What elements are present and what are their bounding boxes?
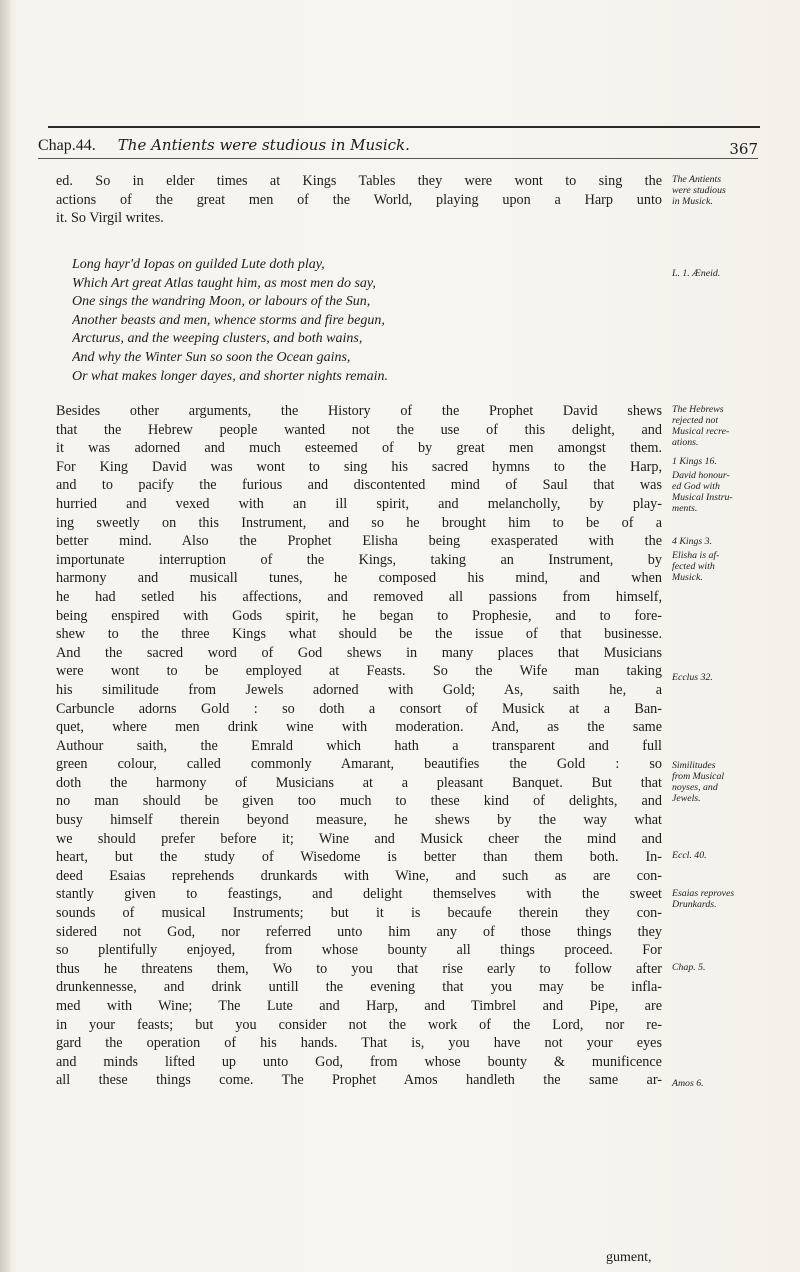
text-line: and to pacify the furious and discontented mind of Saul that was [56, 477, 662, 494]
text-line: importunate interruption of the Kings, taking an Instrument, by [56, 551, 662, 568]
margin-note [672, 174, 768, 207]
text-line: med with Wine; The Lute and Harp, and Timbrel and Pipe, are [56, 998, 662, 1014]
margin-note-line: noyses, and [672, 782, 718, 793]
verse-line: One sings the wandring Moon, or labours of the Sun, [72, 294, 371, 310]
top-rule [48, 126, 760, 128]
margin-note [672, 536, 768, 547]
margin-note-line: Musical recre- [672, 426, 730, 437]
running-title [38, 136, 410, 155]
text-line: heart, but the study of Wisedome is better than them both. In- [56, 849, 662, 866]
text-line: no man should be given too much to these kind of delights, and [56, 793, 662, 810]
text-line: we should prefer before it; Wine and Musick cheer the mind and [56, 830, 662, 847]
text-line: better mind. Also the Prophet Elisha being exasperated with the [56, 533, 662, 550]
margin-note-line: Esaias reproves [672, 888, 735, 899]
margin-note-line: fected with [672, 561, 715, 572]
text-line: For King David was wont to sing his sacred hymns to the Harp, [56, 458, 662, 475]
text-line: shew to the three Kings what should be the issue of that businesse. [56, 626, 662, 643]
text-line: being enspired with Gods spirit, he began to Prophesie, and to fore- [56, 607, 662, 624]
margin-note [672, 404, 768, 448]
text-line: ing sweetly on this Instrument, and so he brought him to be of a [56, 514, 662, 531]
margin-note-line: Eccl. 40. [672, 850, 707, 861]
verse-line: Or what makes longer dayes, and shorter nights remain. [72, 368, 389, 384]
page-number: 367 [729, 140, 758, 158]
margin-note-line: ed God with [672, 481, 720, 492]
text-line: hurried and vexed with an ill spirit, and melancholly, by play- [56, 495, 662, 512]
margin-note-line: ments. [672, 503, 698, 514]
text-line: ed. So in elder times at Kings Tables they were wont to sing the [56, 173, 662, 189]
text-line: stantly given to feastings, and delight themselves with the sweet [56, 886, 662, 903]
text-line: gard the operation of his hands. That is, you have not your eyes [56, 1035, 662, 1052]
margin-note-line: Jewels. [672, 793, 701, 804]
margin-note-line: Similitudes [672, 760, 716, 771]
verse-line: Arcturus, and the weeping clusters, and both wains, [72, 331, 363, 347]
running-header [38, 136, 758, 164]
margin-note [672, 1078, 768, 1089]
text-line: deed Esaias reprehends drunkards with Wine, and such as are con- [56, 867, 662, 884]
margin-note-line: were studious [672, 185, 726, 196]
margin-note-line: David honour- [672, 470, 730, 481]
text-line: in your feasts; but you consider not the work of the Lord, nor re- [56, 1016, 662, 1033]
text-line: doth the harmony of Musicians at a pleasant Banquet. But that [56, 774, 662, 791]
margin-note-line: Musical Instru- [672, 492, 733, 503]
margin-note-line: ations. [672, 437, 699, 448]
header-title: The Antients were studious in Musick. [117, 136, 410, 154]
margin-note-line: L. 1. Æneid. [672, 268, 721, 279]
text-line: he had setled his affections, and removed all passions from himself, [56, 588, 662, 605]
margin-note-line: rejected not [672, 415, 719, 426]
text-line: drunkennesse, and drink untill the evening that you may be infla- [56, 979, 662, 996]
text-line: actions of the great men of the World, playing upon a Harp unto [56, 191, 662, 208]
text-line: all these things come. The Prophet Amos handleth the same ar- [56, 1072, 662, 1089]
text-line: Besides other arguments, the History of the Prophet David shews [56, 403, 662, 419]
verse-line: And why the Winter Sun so soon the Ocean gains, [72, 349, 351, 365]
margin-note [672, 550, 768, 583]
margin-note [672, 962, 768, 973]
margin-note-line: Elisha is af- [672, 550, 720, 561]
verse-line: Another beasts and men, whence storms and fire begun, [72, 312, 385, 328]
text-line: And the sacred word of God shews in many places that Musicians [56, 644, 662, 661]
text-line: were wont to be employed at Feasts. So the Wife man taking [56, 663, 662, 680]
margin-note-line: Ecclus 32. [672, 672, 713, 683]
text-line: that the Hebrew people wanted not the use of this delight, and [56, 421, 662, 438]
catchword: gument, [606, 1250, 652, 1265]
margin-note-line: The Antients [672, 174, 722, 185]
margin-note [672, 268, 768, 279]
intro-paragraph [56, 172, 662, 228]
verse-quotation [72, 256, 652, 386]
margin-note [672, 888, 768, 910]
margin-note-line: in Musick. [672, 196, 713, 207]
text-line: so plentifully enjoyed, from whose bounty all things proceed. For [56, 942, 662, 959]
text-line: his similitude from Jewels adorned with Gold; As, saith he, a [56, 681, 662, 698]
text-line: it was adorned and much esteemed of by great men amongst them. [56, 440, 662, 457]
margin-note-line: 1 Kings 16. [672, 456, 717, 467]
chapter-label: Chap.44. [38, 137, 96, 154]
margin-note [672, 760, 768, 804]
margin-note-line: from Musical [672, 771, 725, 782]
margin-note-line: Drunkards. [672, 899, 717, 910]
text-line: sounds of musical Instruments; but it is becaufe therein they con- [56, 905, 662, 922]
verse-line: Long hayr'd Iopas on guilded Lute doth play, [72, 257, 325, 272]
margin-note [672, 470, 768, 514]
text-line: sidered not God, nor referred unto him any of those things they [56, 923, 662, 940]
text-line: thus he threatens them, Wo to you that rise early to follow after [56, 960, 662, 977]
text-line: and minds lifted up unto God, from whose bounty & munificence [56, 1053, 662, 1070]
margin-note [672, 456, 768, 467]
text-line: quet, where men drink wine with moderation. And, as the same [56, 719, 662, 736]
margin-note-line: Musick. [672, 572, 703, 583]
verse-line: Which Art great Atlas taught him, as most men do say, [72, 275, 376, 291]
margin-note-line: 4 Kings 3. [672, 536, 713, 547]
text-line: busy himself therein beyond measure, he shews by the way what [56, 812, 662, 829]
text-line: Authour saith, the Emrald which hath a transparent and full [56, 737, 662, 754]
margin-note-line: Amos 6. [672, 1078, 704, 1089]
text-line: harmony and musicall tunes, he composed his mind, and when [56, 570, 662, 587]
margin-note-line: Chap. 5. [672, 962, 706, 973]
header-rule [38, 158, 758, 159]
main-paragraph [56, 402, 662, 1090]
page-edge-shadow [0, 0, 12, 1272]
margin-note [672, 672, 768, 683]
margin-note [672, 850, 768, 861]
text-line: Carbuncle adorns Gold : so doth a consort of Musick at a Ban- [56, 700, 662, 717]
margin-note-line: The Hebrews [672, 404, 724, 415]
text-line: it. So Virgil writes. [56, 210, 164, 227]
text-line: green colour, called commonly Amarant, beautifies the Gold : so [56, 756, 662, 773]
